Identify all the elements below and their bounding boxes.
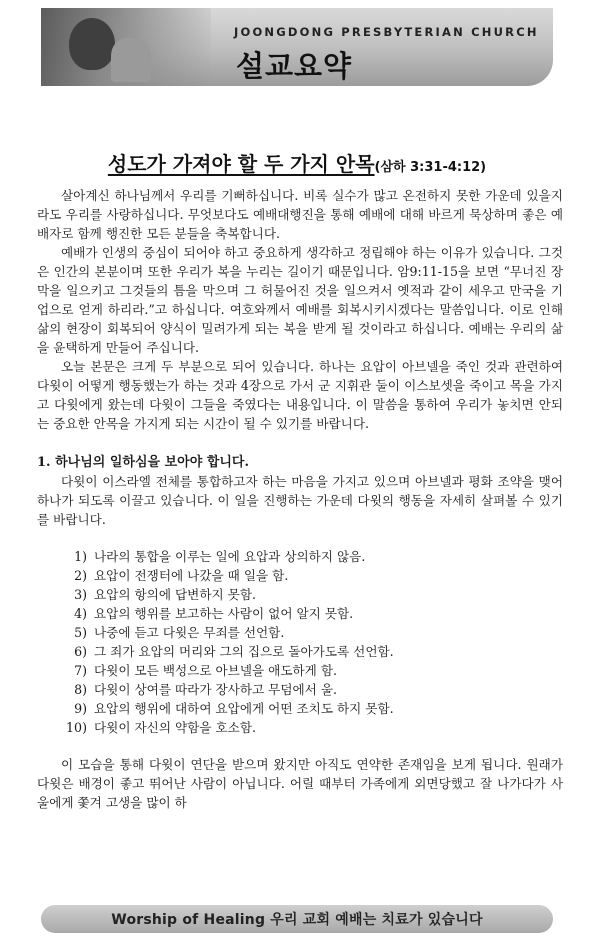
list-number: 5): [74, 625, 87, 640]
list-number: 4): [74, 606, 87, 621]
list-text: 다윗이 모든 백성으로 아브넬을 애도하게 함.: [94, 663, 337, 678]
footer-banner: Worship of Healing 우리 교회 예배는 치료가 있습니다: [41, 905, 553, 933]
point-paragraph: 다윗이 이스라엘 전체를 통합하고자 하는 마음을 가지고 있으며 아브넬과 평화 조약을 맺어 하나가 되도록 이끌고 있습니다. 이 일을 진행하는 가운데 다윗의 행동을 자세히 살펴볼 수 있기를 바랍니다.: [37, 474, 563, 527]
intro-paragraph: 예배가 인생의 중심이 되어야 하고 중요하게 생각하고 정립해야 하는 이유가 있습니다. 그것은 인간의 본분이며 또한 우리가 복을 누리는 길이기 때문입니다. 암9:11-15을 보면 “무너진 장막을 일으키고 그것들의 틈을 막으며 그 허물어진 것을 일으켜서 옛적과 같이 세우고 만국을 기업으로 얻게 하리라.”고 하십니다. 여호와께서 예배를 회복시키시겠다는 말씀입니다. 이로 인해 삶의 현장이 회복되어 양식이 밀려가게 되는 복을 받게 될 것이라고 하십니다. 예배는 우리의 삶을 윤택하게 만들어 주십니다.: [37, 245, 563, 355]
church-name: JOONGDONG PRESBYTERIAN CHURCH: [234, 25, 539, 39]
photo-head: [69, 18, 115, 70]
observation-list: [37, 547, 563, 737]
list-number: 9): [74, 701, 87, 716]
list-text: 요압의 행위를 보고하는 사람이 없어 알지 못함.: [94, 606, 354, 621]
list-item: [61, 566, 563, 585]
list-item: [61, 718, 563, 737]
praying-person-photo: [41, 8, 211, 86]
list-number: 6): [74, 644, 87, 659]
list-item: [61, 661, 563, 680]
list-text: 나중에 듣고 다윗은 무죄를 선언함.: [94, 625, 285, 640]
intro-paragraph: 살아계신 하나님께서 우리를 기뻐하십니다. 비록 실수가 많고 온전하지 못한 가운데 있을지라도 우리를 사랑하십니다. 무엇보다도 예배대행진을 통해 예배에 대해 바르게 묵상하며 좋은 예배자로 함께 행진한 모든 분들을 축복합니다.: [37, 188, 563, 241]
point-heading: 1. 하나님의 일하심을 보아야 합니다.: [37, 455, 250, 470]
list-text: 요압이 전쟁터에 나갔을 때 일을 함.: [94, 568, 289, 583]
list-number: 2): [74, 568, 87, 583]
list-number: 3): [74, 587, 87, 602]
scripture-reference: (삼하 3:31-4:12): [374, 160, 487, 175]
list-number: 1): [74, 549, 87, 564]
list-text: 나라의 통합을 이루는 일에 요압과 상의하지 않음.: [94, 549, 366, 564]
intro-paragraph: 오늘 본문은 크게 두 부분으로 되어 있습니다. 하나는 요압이 아브넬을 죽인 것과 관련하여 다윗이 어떻게 행동했는가 하는 것과 4장으로 가서 군 지휘관 둘이 이스보셋을 죽이고 목을 가지고 다윗에게 왔는데 다윗이 그들을 죽였다는 내용입니다. 이 말씀을 통하여 우리가 놓치면 안되는 중요한 안목을 가지게 되는 시간이 될 수 있기를 바랍니다.: [37, 359, 563, 431]
list-item: [61, 547, 563, 566]
list-item: [61, 699, 563, 718]
list-item: [61, 642, 563, 661]
list-text: 다윗이 자신의 약함을 호소함.: [94, 720, 256, 735]
list-item: [61, 604, 563, 623]
sermon-title-block: [0, 148, 594, 177]
list-text: 요압의 항의에 답변하지 못함.: [94, 587, 256, 602]
list-item: [61, 585, 563, 604]
sermon-body: [37, 186, 563, 812]
list-text: 그 죄가 요압의 머리와 그의 집으로 돌아가도록 선언함.: [94, 644, 394, 659]
list-item: [61, 680, 563, 699]
header-banner: [41, 8, 553, 86]
list-text: 요압의 행위에 대하여 요압에게 어떤 조치도 하지 못함.: [94, 701, 394, 716]
list-item: [61, 623, 563, 642]
list-number: 8): [74, 682, 87, 697]
list-number: 10): [66, 720, 87, 735]
section-title: 설교요약: [236, 49, 353, 83]
closing-paragraph: 이 모습을 통해 다윗이 연단을 받으며 왔지만 아직도 연약한 존재임을 보게 됩니다. 원래가 다윗은 배경이 좋고 뛰어난 사람이 아닙니다. 어릴 때부터 가족에게 외면당했고 잘 나가다가 사울에게 쫓겨 고생을 많이 하: [37, 757, 563, 810]
photo-hands: [111, 38, 151, 82]
sermon-title: 성도가 가져야 할 두 가지 안목: [107, 152, 375, 176]
list-text: 다윗이 상여를 따라가 장사하고 무덤에서 울.: [94, 682, 337, 697]
list-number: 7): [74, 663, 87, 678]
